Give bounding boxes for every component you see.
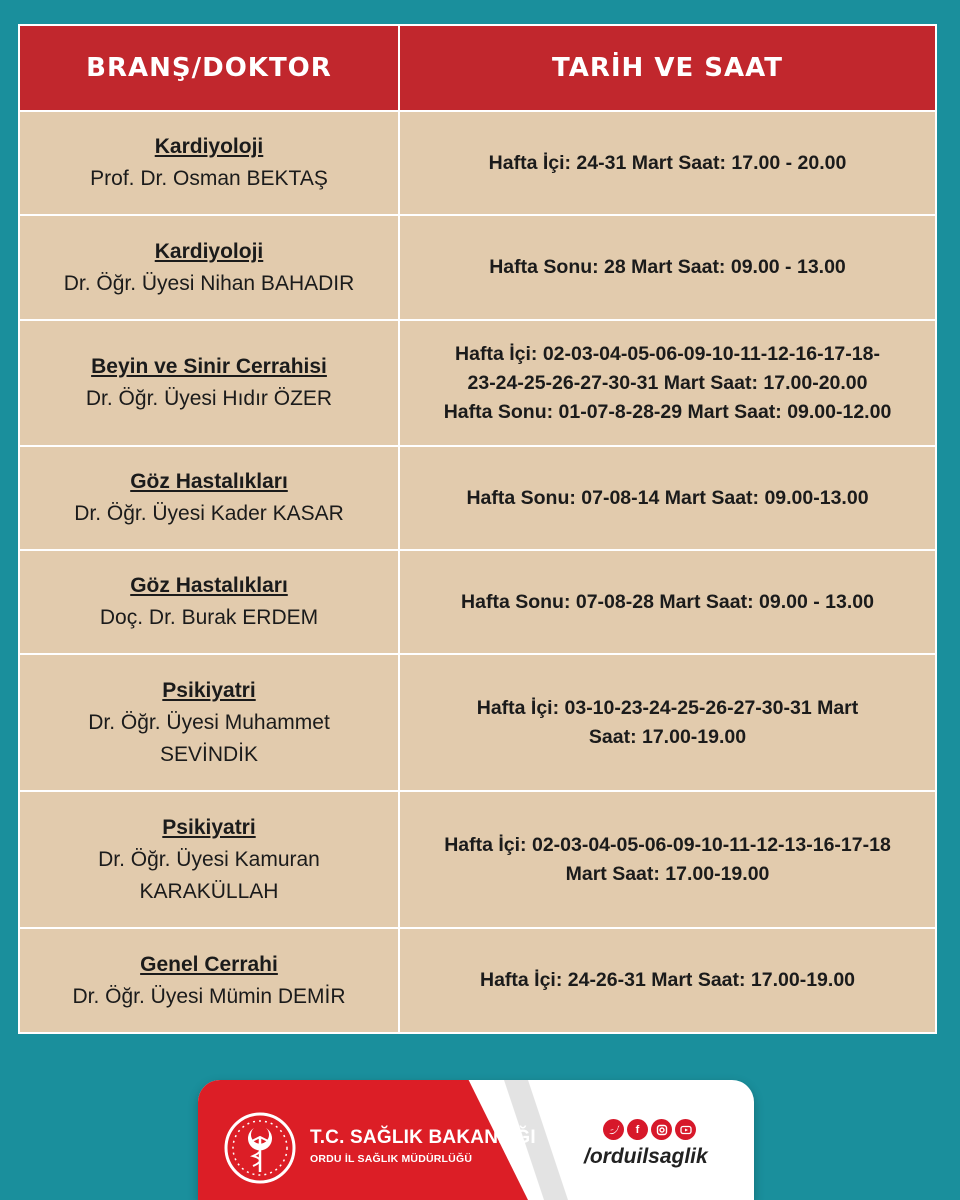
branch-doctor-cell bbox=[20, 216, 400, 319]
branch-doctor-cell bbox=[20, 321, 400, 445]
doctor-name: Dr. Öğr. Üyesi Nihan BAHADIR bbox=[63, 271, 355, 295]
schedule-line: Mart Saat: 17.00-19.00 bbox=[565, 862, 770, 885]
social-handle[interactable]: /orduilsaglik bbox=[584, 1145, 708, 1168]
table-row bbox=[20, 112, 935, 216]
schedule-cell bbox=[400, 447, 935, 549]
schedule-cell bbox=[400, 655, 935, 790]
branch-name: Kardiyoloji bbox=[154, 135, 264, 158]
branch-name: Göz Hastalıkları bbox=[130, 470, 288, 493]
header-date-time: TARİH VE SAAT bbox=[400, 26, 935, 110]
schedule-line: Hafta İçi: 24-31 Mart Saat: 17.00 - 20.00 bbox=[488, 151, 847, 174]
doctor-name: Doç. Dr. Burak ERDEM bbox=[99, 606, 319, 629]
facebook-icon[interactable]: f bbox=[627, 1119, 648, 1140]
schedule-cell bbox=[400, 112, 935, 214]
instagram-icon[interactable] bbox=[651, 1119, 672, 1140]
schedule-cell bbox=[400, 216, 935, 319]
branch-doctor-cell bbox=[20, 447, 400, 549]
schedule-line: Hafta Sonu: 01-07-8-28-29 Mart Saat: 09.00-12.00 bbox=[443, 400, 892, 423]
ministry-logo-icon bbox=[222, 1110, 298, 1186]
doctor-name: Dr. Öğr. Üyesi Kader KASAR bbox=[74, 502, 344, 525]
branch-name: Psikiyatri bbox=[162, 678, 256, 702]
branch-name: Kardiyoloji bbox=[154, 239, 264, 263]
schedule-cell bbox=[400, 321, 935, 445]
doctor-name: Dr. Öğr. Üyesi Hıdır ÖZER bbox=[85, 387, 333, 410]
youtube-icon[interactable] bbox=[675, 1119, 696, 1140]
branch-doctor-cell bbox=[20, 655, 400, 790]
table-row bbox=[20, 929, 935, 1032]
branch-name: Göz Hastalıkları bbox=[130, 574, 288, 597]
doctor-name: Prof. Dr. Osman BEKTAŞ bbox=[90, 167, 328, 190]
branch-doctor-cell bbox=[20, 929, 400, 1032]
ministry-text bbox=[310, 1127, 536, 1165]
schedule-table bbox=[18, 24, 937, 1034]
branch-name: Genel Cerrahi bbox=[140, 952, 278, 976]
schedule-line: Hafta Sonu: 07-08-14 Mart Saat: 09.00-13.00 bbox=[466, 486, 869, 509]
schedule-line: Hafta Sonu: 28 Mart Saat: 09.00 - 13.00 bbox=[489, 256, 846, 278]
schedule-line: Saat: 17.00-19.00 bbox=[588, 725, 747, 748]
table-row bbox=[20, 216, 935, 321]
branch-doctor-cell bbox=[20, 112, 400, 214]
branch-doctor-cell bbox=[20, 551, 400, 653]
schedule-line: Hafta Sonu: 07-08-28 Mart Saat: 09.00 - 13.00 bbox=[461, 590, 874, 613]
social-icons bbox=[603, 1119, 696, 1140]
table-row bbox=[20, 655, 935, 792]
twitter-icon[interactable] bbox=[603, 1119, 624, 1140]
schedule-cell bbox=[400, 551, 935, 653]
schedule-line: Hafta İçi: 02-03-04-05-06-09-10-11-12-13-16-17-18 bbox=[444, 833, 891, 856]
schedule-line: Hafta İçi: 24-26-31 Mart Saat: 17.00-19.00 bbox=[479, 969, 856, 991]
table-header bbox=[20, 26, 935, 112]
schedule-line: 23-24-25-26-27-30-31 Mart Saat: 17.00-20.00 bbox=[467, 371, 868, 394]
branch-name: Psikiyatri bbox=[162, 815, 256, 839]
schedule-line: Hafta İçi: 03-10-23-24-25-26-27-30-31 Mart bbox=[476, 696, 859, 719]
schedule-cell bbox=[400, 929, 935, 1032]
doctor-name: Dr. Öğr. Üyesi Mümin DEMİR bbox=[72, 984, 346, 1008]
table-row bbox=[20, 447, 935, 551]
doctor-name: Dr. Öğr. Üyesi Kamuran KARAKÜLLAH bbox=[98, 847, 320, 903]
table-row bbox=[20, 321, 935, 447]
footer-banner bbox=[198, 1080, 754, 1200]
branch-doctor-cell bbox=[20, 792, 400, 927]
branch-name: Beyin ve Sinir Cerrahisi bbox=[91, 355, 327, 378]
table-row bbox=[20, 551, 935, 655]
schedule-line: Hafta İçi: 02-03-04-05-06-09-10-11-12-16-17-18- bbox=[455, 342, 880, 365]
header-branch-doctor: BRANŞ/DOKTOR bbox=[20, 26, 400, 110]
doctor-name: Dr. Öğr. Üyesi Muhammet SEVİNDİK bbox=[88, 710, 330, 766]
table-row bbox=[20, 792, 935, 929]
ministry-name: T.C. SAĞLIK BAKANLIĞI bbox=[310, 1127, 536, 1148]
schedule-cell bbox=[400, 792, 935, 927]
ministry-subtitle: ORDU İL SAĞLIK MÜDÜRLÜĞÜ bbox=[310, 1153, 473, 1165]
